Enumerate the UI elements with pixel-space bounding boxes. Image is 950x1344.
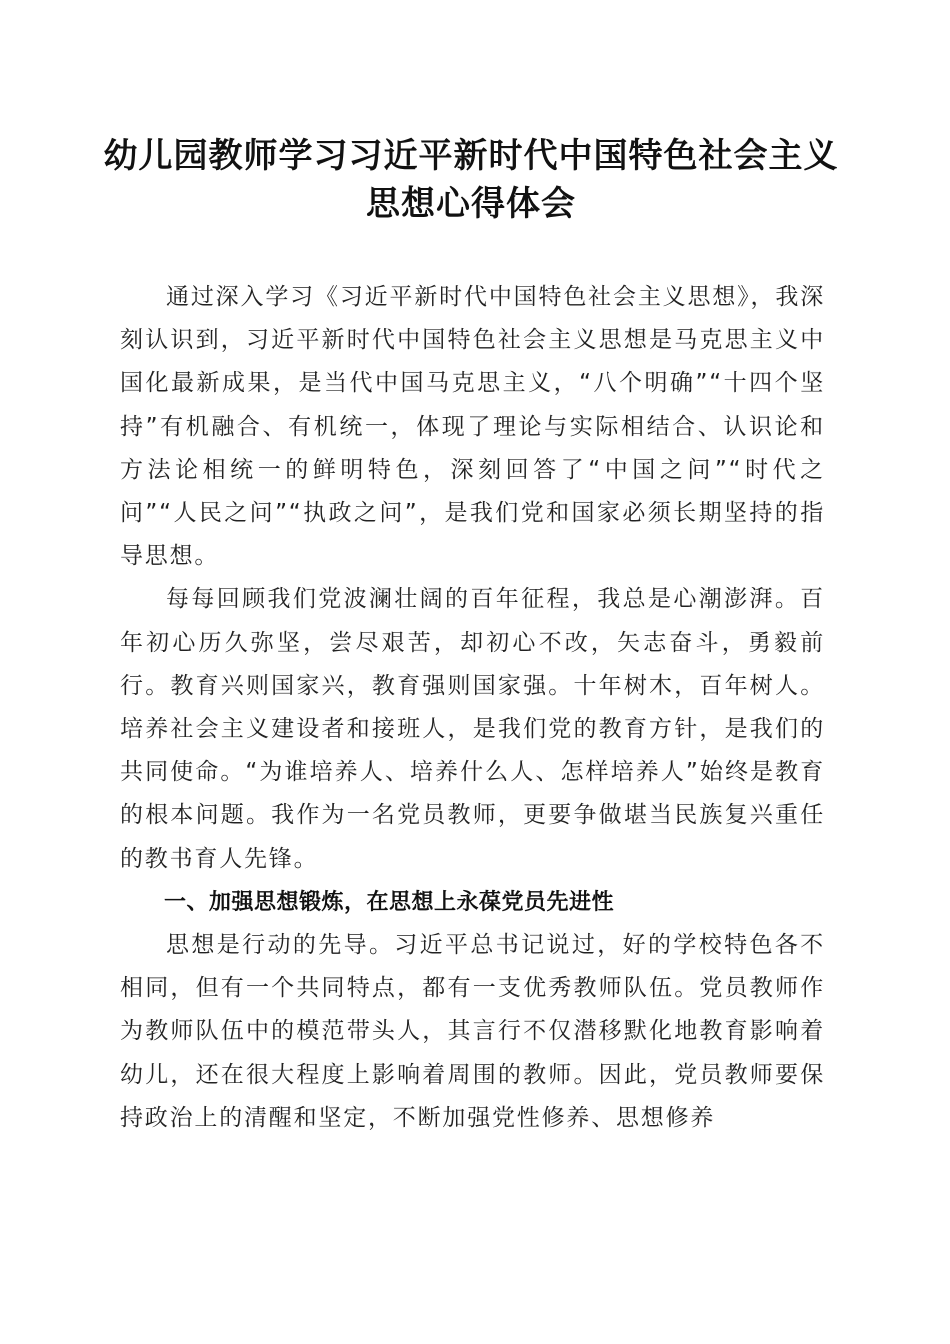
document-body bbox=[120, 276, 825, 1140]
section-heading: 一、加强思想锻炼，在思想上永葆党员先进性 bbox=[164, 889, 615, 915]
paragraph-history: 每每回顾我们党波澜壮阔的百年征程，我总是心潮澎湃。百年初心历久弥坚，尝尽艰苦，却初心不改，矢志奋斗，勇毅前行。教育兴则国家兴，教育强则国家强。十年树木，百年树人。培养社会主义建设者和接班人，是我们党的教育方针，是我们的共同使命。“为谁培养人、培养什么人、怎样培养人”始终是教育的根本问题。我作为一名党员教师，更要争做堪当民族复兴重任的教书育人先锋。 bbox=[120, 586, 825, 872]
document-title: 幼儿园教师学习习近平新时代中国特色社会主义思想心得体会 bbox=[103, 136, 839, 224]
paragraph-section-one: 思想是行动的先导。习近平总书记说过，好的学校特色各不相同，但有一个共同特点，都有一支优秀教师队伍。党员教师作为教师队伍中的模范带头人，其言行不仅潜移默化地教育影响着幼儿，还在很大程度上影响着周围的教师。因此，党员教师要保持政治上的清醒和坚定，不断加强党性修养、思想修养 bbox=[120, 932, 825, 1131]
paragraph-intro: 通过深入学习《习近平新时代中国特色社会主义思想》，我深刻认识到，习近平新时代中国特色社会主义思想是马克思主义中国化最新成果，是当代中国马克思主义，“八个明确”“十四个坚持”有机融合、有机统一，体现了理论与实际相结合、认识论和方法论相统一的鲜明特色，深刻回答了“中国之问”“时代之问”“人民之问”“执政之问”，是我们党和国家必须长期坚持的指导思想。 bbox=[120, 284, 825, 570]
